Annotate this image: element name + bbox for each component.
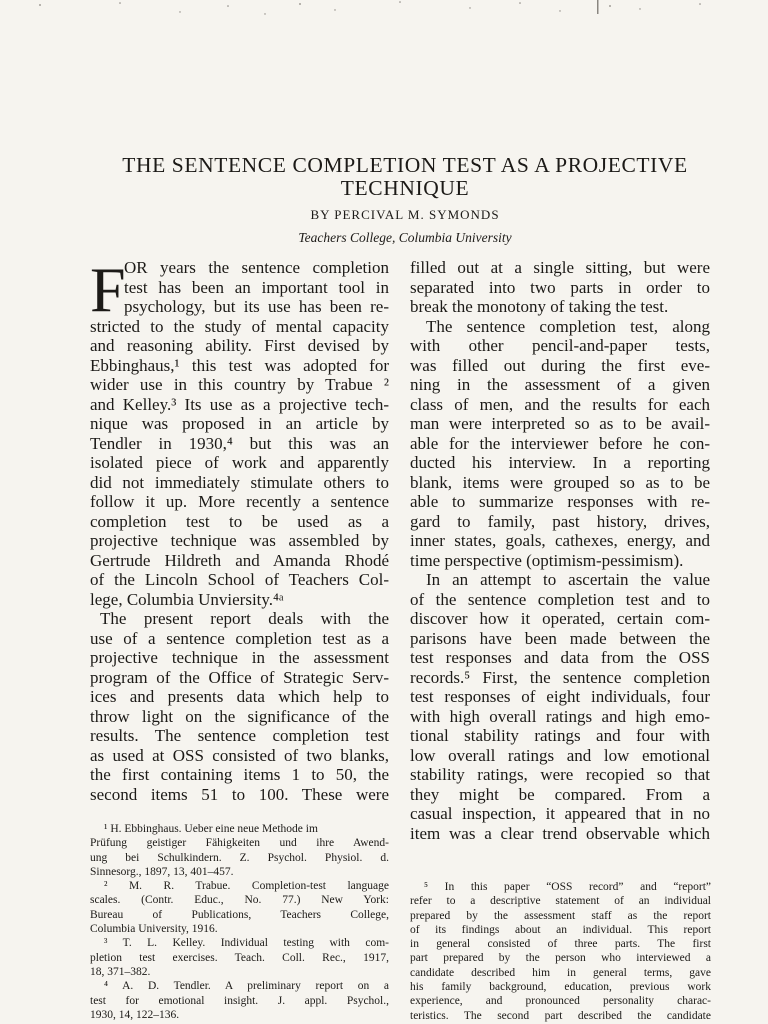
text-line: completion test to be used as a xyxy=(90,511,389,531)
footnote-line: Columbia University, 1916. xyxy=(90,923,218,936)
text-line: use of a sentence completion test as a xyxy=(90,628,389,648)
text-line: man were interpreted so as to be avail- xyxy=(410,414,710,433)
footnote-line: ⁵ In this paper “OSS record” and “report” xyxy=(424,881,711,893)
text-line: separated into two parts in order to xyxy=(410,277,710,297)
text-line: casual inspection, it appeared that in no xyxy=(410,804,710,823)
text-line: ducted his interview. In a reporting xyxy=(410,453,710,472)
text-line: with high overall ratings and high emo- xyxy=(410,706,710,726)
footnote-line: part prepared by the person who interviewed a xyxy=(410,952,711,965)
article-title-line-2: TECHNIQUE xyxy=(340,176,470,200)
footnote-line: scales. (Contr. Educ., No. 77.) New York: xyxy=(90,894,389,907)
text-line: OR years the sentence completion xyxy=(124,258,389,277)
text-line: they might be compared. From a xyxy=(410,784,710,804)
footnote-line: teristics. The second part described the candidate xyxy=(410,1009,711,1022)
footnote-line: in general consisted of three parts. The first xyxy=(410,938,711,951)
author-byline: BY PERCIVAL M. SYMONDS xyxy=(310,207,500,222)
text-line: parisons have been made between the xyxy=(410,628,710,648)
text-line: The present report deals with the xyxy=(100,609,389,628)
footnote-line: 18, 371–382. xyxy=(90,965,151,978)
text-line: low overall ratings and low emotional xyxy=(410,745,710,765)
text-line: projective technique was assembled by xyxy=(90,531,389,550)
text-line: Ebbinghaus,¹ this test was adopted for xyxy=(90,355,389,375)
text-line: results. The sentence completion test xyxy=(90,726,389,745)
text-line: as used at OSS consisted of two blanks, xyxy=(90,745,389,765)
text-line: stricted to the study of mental capacity xyxy=(90,316,389,336)
text-line: class of men, and the results for each xyxy=(410,394,710,414)
text-line: time perspective (optimism-pessimism). xyxy=(410,550,684,570)
text-line: records.⁵ First, the sentence completion xyxy=(410,667,710,687)
text-line: nique was proposed in an article by xyxy=(90,414,389,433)
footnote-line: Prüfung geistiger Fähigkeiten und ihre Awend- xyxy=(90,837,389,850)
text-line: item was a clear trend observable which xyxy=(410,823,710,843)
text-line: break the monotony of taking the test. xyxy=(410,297,669,316)
drop-cap: F xyxy=(90,254,126,325)
text-line: stability ratings, were recopied so that xyxy=(410,765,710,784)
text-line: In an attempt to ascertain the value xyxy=(426,570,710,589)
footnote-line: prepared by the assessment staff as the report xyxy=(410,909,711,922)
footnote-line: ung bei Schulkindern. Z. Psychol. Physiol. d. xyxy=(90,851,389,864)
text-line: the first containing items 1 to 50, the xyxy=(90,765,389,784)
text-line: and Kelley.³ Its use as a projective tech- xyxy=(90,394,389,414)
footnote-line: pletion test exercises. Teach. Coll. Rec., 1917, xyxy=(90,951,389,964)
text-line: of the Lincoln School of Teachers Col- xyxy=(90,570,389,589)
text-line: Tendler in 1930,⁴ but this was an xyxy=(90,433,389,453)
text-line: test responses of eight individuals, four xyxy=(410,687,710,706)
text-line: ices and presents data which help to xyxy=(90,687,389,706)
footnote-line: Sinnesorg., 1897, 13, 401–457. xyxy=(90,865,234,878)
footnote-line: refer to a descriptive statement of an individual xyxy=(410,895,711,908)
text-line: blank, items were grouped so as to be xyxy=(410,472,710,492)
text-line: of the sentence completion test and to xyxy=(410,589,710,609)
footnote-line: 1930, 14, 122–136. xyxy=(90,1008,180,1021)
text-line: wider use in this country by Trabue ² xyxy=(90,375,389,394)
footnotes-left xyxy=(90,822,389,1022)
footnote-line: candidate described him in general terms, gave xyxy=(410,966,711,979)
text-line: with other pencil-and-paper tests, xyxy=(410,336,710,355)
footnote-line: ³ T. L. Kelley. Individual testing with com- xyxy=(104,937,389,950)
text-line: test has been an important tool in xyxy=(124,277,389,297)
text-line: ning in the assessment of a given xyxy=(410,375,710,394)
text-line: able for the interviewer before he con- xyxy=(410,433,710,453)
text-line: projective technique in the assessment xyxy=(90,648,389,667)
text-line: was filled out during the first eve- xyxy=(410,355,710,375)
text-line: Gertrude Hildreth and Amanda Rhodé xyxy=(90,550,389,570)
author-affiliation: Teachers College, Columbia University xyxy=(298,230,512,245)
text-line: isolated piece of work and apparently xyxy=(90,453,389,472)
text-line: tional stability ratings and four with xyxy=(410,726,710,745)
footnote-line: ⁴ A. D. Tendler. A preliminary report on a xyxy=(104,980,389,993)
footnotes-right xyxy=(410,880,711,1023)
text-line: throw light on the significance of the xyxy=(90,706,389,726)
right-text-column xyxy=(410,258,710,843)
text-line: program of the Office of Strategic Serv- xyxy=(90,667,389,687)
text-line: filled out at a single sitting, but were xyxy=(410,258,710,277)
text-line: gard to family, past history, drives, xyxy=(410,511,710,531)
text-line: and reasoning ability. First devised by xyxy=(90,336,389,355)
footnote-line: ² M. R. Trabue. Completion-test language xyxy=(104,880,389,893)
footnote-line: test for emotional insight. J. appl. Psychol., xyxy=(90,994,389,1007)
text-line: able to summarize responses with re- xyxy=(410,492,710,511)
left-text-column xyxy=(90,254,389,804)
footnote-line: ¹ H. Ebbinghaus. Ueber eine neue Methode im xyxy=(104,823,318,835)
footnote-line: his family background, education, previous work xyxy=(410,981,711,994)
text-line: test responses and data from the OSS xyxy=(410,648,710,667)
text-line: psychology, but its use has been re- xyxy=(124,297,389,316)
text-line: The sentence completion test, along xyxy=(426,316,710,336)
text-line: discover how it operated, certain com- xyxy=(410,609,710,628)
text-line: follow it up. More recently a sentence xyxy=(90,492,389,511)
footnote-line: of its findings about an individual. This report xyxy=(410,923,711,936)
article-title-line-1: THE SENTENCE COMPLETION TEST AS A PROJECTIVE xyxy=(122,153,688,177)
text-line: did not immediately stimulate others to xyxy=(90,472,389,492)
text-line: inner states, goals, cathexes, energy, and xyxy=(410,531,710,550)
footnote-line: Bureau of Publications, Teachers College, xyxy=(90,908,389,921)
text-line: lege, Columbia Unviersity.⁴ᵃ xyxy=(90,589,284,609)
text-line: second items 51 to 100. These were xyxy=(90,784,389,804)
footnote-line: experience, and pronounced personality charac- xyxy=(410,995,711,1008)
scan-noise-artifact xyxy=(0,0,768,30)
